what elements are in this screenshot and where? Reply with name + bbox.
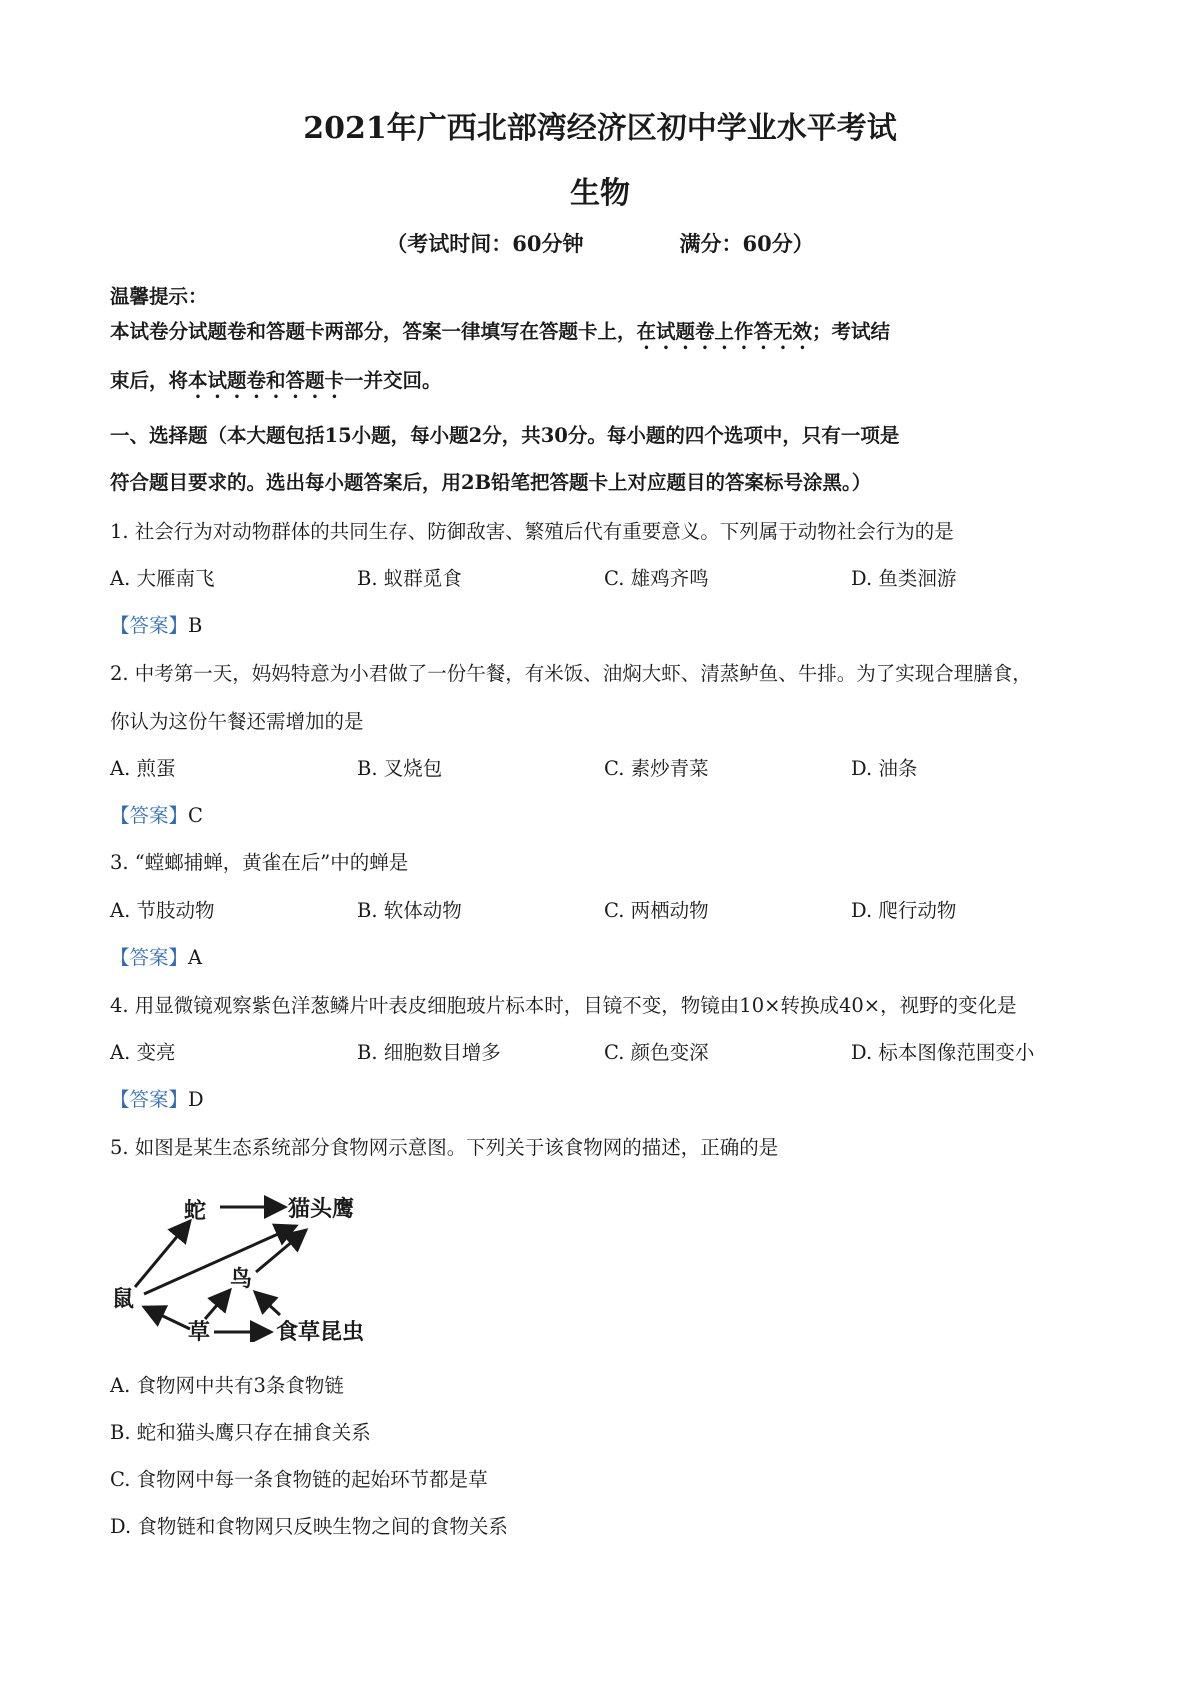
answer-tag: 【答案】: [110, 804, 189, 827]
section-heading-line-2: 符合题目要求的。选出每小题答案后，用2B铅笔把答题卡上对应题目的答案标号涂黑。）: [110, 471, 872, 494]
question-4-option-d: D. 标本图像范围变小: [851, 1041, 1035, 1064]
notice-heading: 温馨提示：: [110, 285, 208, 308]
question-4-option-c: C. 颜色变深: [604, 1041, 709, 1064]
question-2-option-c: C. 素炒青菜: [604, 757, 709, 780]
question-1-option-b: B. 蚁群觅食: [357, 567, 462, 590]
emphasis-text: 本试题卷和答题卡: [188, 369, 345, 392]
question-1-option-c: C. 雄鸡齐鸣: [604, 567, 709, 590]
notice-line-2: 束后，将本试题卷和答题卡一并交回。: [110, 369, 442, 392]
question-1-option-d: D. 鱼类洄游: [851, 567, 957, 590]
answer-value: B: [188, 614, 203, 637]
node-herbivorous-insect: 食草昆虫: [276, 1320, 365, 1342]
question-4-option-a: A. 变亮: [110, 1041, 176, 1064]
node-snake: 蛇: [184, 1199, 207, 1224]
node-mouse: 鼠: [112, 1287, 135, 1312]
subject-title: 生物: [570, 176, 630, 211]
arrow-bird-to-owl: [256, 1230, 306, 1272]
question-3-option-c: C. 两栖动物: [604, 899, 709, 922]
section-heading-line-1: 一、选择题（本大题包括15小题，每小题2分，共30分。每小题的四个选项中，只有一项是: [110, 424, 900, 447]
question-2-option-d: D. 油条: [851, 757, 918, 780]
arrow-mouse-to-owl: [144, 1226, 296, 1294]
question-5-option-b: B. 蛇和猫头鹰只存在捕食关系: [110, 1421, 371, 1444]
exam-title: 2021年广西北部湾经济区初中学业水平考试: [303, 111, 897, 146]
question-1-stem: 1. 社会行为对动物群体的共同生存、防御敌害、繁殖后代有重要意义。下列属于动物社会行为的是: [110, 520, 954, 543]
answer-value: A: [188, 946, 203, 969]
question-3-option-b: B. 软体动物: [357, 899, 462, 922]
node-bird: 鸟: [230, 1267, 253, 1292]
answer-tag: 【答案】: [110, 1088, 189, 1111]
answer-tag: 【答案】: [110, 614, 189, 637]
answer-value: D: [188, 1088, 204, 1111]
emphasis-text: 在试题卷上作答无效: [636, 320, 813, 343]
answer-tag: 【答案】: [110, 946, 189, 969]
question-5-stem: 5. 如图是某生态系统部分食物网示意图。下列关于该食物网的描述，正确的是: [110, 1136, 779, 1159]
food-web-diagram: [108, 1182, 398, 1342]
question-4-option-b: B. 细胞数目增多: [357, 1041, 501, 1064]
node-grass: 草: [188, 1320, 211, 1342]
question-5-option-a: A. 食物网中共有3条食物链: [110, 1374, 344, 1397]
question-2-stem: 2. 中考第一天，妈妈特意为小君做了一份午餐，有米饭、油焖大虾、清蒸鲈鱼、牛排。为了实现合理膳食，: [110, 662, 1032, 685]
question-3-option-d: D. 爬行动物: [851, 899, 957, 922]
answer-value: C: [188, 804, 203, 827]
arrow-insect-to-bird: [255, 1292, 280, 1315]
arrow-grass-to-mouse: [144, 1307, 190, 1329]
question-5-option-c: C. 食物网中每一条食物链的起始环节都是草: [110, 1468, 488, 1491]
question-4-stem: 4. 用显微镜观察紫色洋葱鳞片叶表皮细胞玻片标本时，目镜不变，物镜由10×转换成40×，视野的变化是: [110, 994, 1017, 1017]
arrow-grass-to-bird: [205, 1290, 230, 1319]
node-owl: 猫头鹰: [288, 1197, 355, 1222]
question-1-answer: [110, 610, 202, 638]
question-1-option-a: A. 大雁南飞: [110, 567, 215, 590]
question-4-answer: [110, 1084, 204, 1112]
exam-full-score: 满分：60分）: [679, 231, 814, 256]
exam-info: [0, 228, 1200, 258]
question-3-answer: [110, 942, 202, 970]
question-2-answer: [110, 800, 203, 828]
exam-time: （考试时间：60分钟: [386, 231, 584, 256]
question-3-stem: 3. “螳螂捕蝉，黄雀在后”中的蝉是: [110, 851, 409, 874]
question-2-option-a: A. 煎蛋: [110, 757, 176, 780]
question-3-option-a: A. 节肢动物: [110, 899, 215, 922]
question-2-option-b: B. 叉烧包: [357, 757, 443, 780]
notice-line-1: 本试卷分试题卷和答题卡两部分，答案一律填写在答题卡上，在试题卷上作答无效；考试结: [110, 320, 891, 343]
question-2-stem-cont: 你认为这份午餐还需增加的是: [110, 710, 364, 733]
question-5-option-d: D. 食物链和食物网只反映生物之间的食物关系: [110, 1515, 508, 1538]
